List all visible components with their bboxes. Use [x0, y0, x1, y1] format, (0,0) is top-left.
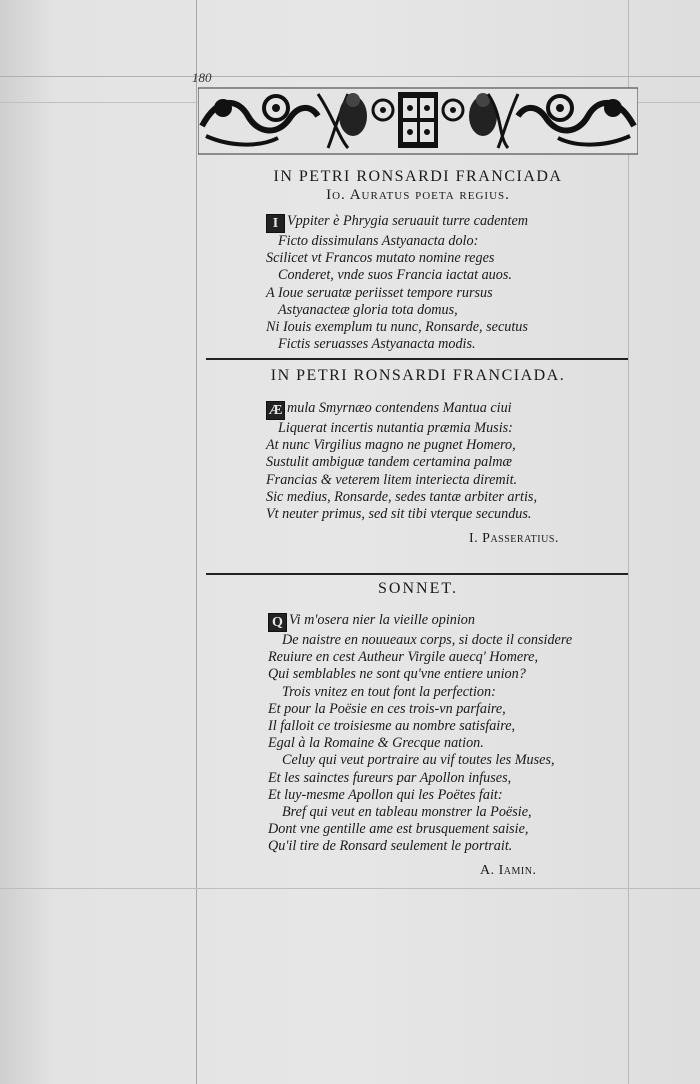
verse-line: Bref qui veut en tableau monstrer la Poësie,	[282, 804, 532, 821]
decorated-initial: Q	[268, 613, 287, 632]
section-divider	[206, 573, 628, 575]
poem1-title: IN PETRI RONSARDI FRANCIADA	[273, 168, 563, 185]
section-divider	[206, 358, 628, 360]
verse-line: Reuiure en cest Autheur Virgile auecq' Homere,	[268, 649, 539, 666]
verse-line: Dont vne gentille ame est brusquement saisie,	[268, 821, 529, 838]
verse-line: Sustulit ambiguæ tandem certamina palmæ	[266, 454, 512, 471]
verse-line: Il falloit ce troisiesme au nombre satisfaire,	[268, 718, 516, 735]
verse-line: A Ioue seruatæ periisset tempore rursus	[266, 284, 493, 301]
poem1-verse	[266, 213, 528, 353]
verse-line: Et luy-mesme Apollon qui les Poëtes fait:	[268, 786, 503, 803]
horizontal-ruled-line	[0, 76, 700, 77]
page-number: 180	[192, 70, 212, 85]
poem3-title: SONNET.	[378, 580, 458, 597]
verse-line: I Vppiter è Phrygia seruauit turre cadentem	[266, 213, 528, 233]
verse-line: Et les sainctes fureurs par Apollon infuses,	[268, 769, 512, 786]
verse-line: Astyanacteæ gloria tota domus,	[278, 301, 458, 318]
verse-line: Sic medius, Ronsarde, sedes tantæ arbiter artis,	[266, 488, 537, 505]
poem2-verse	[266, 400, 537, 523]
verse-line: Vt neuter primus, sed sit tibi vterque secundus.	[266, 506, 532, 523]
vertical-ruled-line	[628, 0, 629, 1084]
decorated-initial: Æ	[266, 401, 285, 420]
vertical-ruled-line	[196, 0, 197, 1084]
verse-line: Celuy qui veut portraire au vif toutes les Muses,	[282, 752, 555, 769]
verse-line: Egal à la Romaine & Grecque nation.	[268, 735, 484, 752]
verse-line: At nunc Virgilius magno ne pugnet Homero,	[266, 437, 516, 454]
verse-line: Qu'il tire de Ronsard seulement le portrait.	[268, 838, 513, 855]
verse-line: Conderet, vnde suos Francia iactat auos.	[278, 267, 512, 284]
verse-line: Francias & veterem litem interiecta diremit.	[266, 471, 518, 488]
verse-line: Æ mula Smyrnæo contendens Mantua ciui	[266, 400, 537, 420]
verse-line: Trois vnitez en tout font la perfection:	[282, 683, 496, 700]
decorated-initial: I	[266, 214, 285, 233]
ornament-headpiece-icon	[198, 86, 638, 156]
poem2-title: IN PETRI RONSARDI FRANCIADA.	[270, 367, 566, 384]
poem2-signature: I. Passeratius.	[469, 531, 559, 546]
verse-line: Ni Iouis exemplum tu nunc, Ronsarde, secutus	[266, 319, 528, 336]
verse-line: Qui semblables ne sont qu'vne entiere union?	[268, 666, 526, 683]
verse-line: De naistre en nouueaux corps, si docte il considere	[282, 632, 573, 648]
verse-line: Fictis seruasses Astyanacta modis.	[278, 336, 476, 353]
verse-line: Liquerat incertis nutantia præmia Musis:	[278, 420, 513, 436]
poem3-signature: A. Iamin.	[480, 863, 537, 878]
verse-line: Ficto dissimulans Astyanacta dolo:	[278, 233, 479, 249]
poem3-verse	[268, 612, 572, 856]
poem1-author-line: Io. Auratus poeta regius.	[326, 187, 510, 203]
horizontal-ruled-line	[0, 888, 700, 889]
verse-line: Q Vi m'osera nier la vieille opinion	[268, 612, 572, 632]
verse-line: Scilicet vt Francos mutato nomine reges	[266, 250, 495, 267]
verse-line: Et pour la Poësie en ces trois-vn parfaire,	[268, 700, 506, 717]
